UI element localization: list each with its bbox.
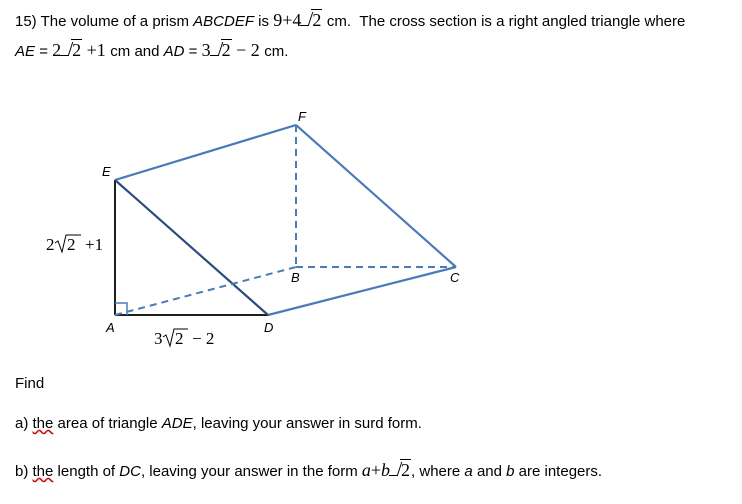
- volume-plus: +: [282, 10, 293, 30]
- part-b-the: the: [32, 463, 54, 480]
- vertex-label-f: F: [298, 109, 306, 124]
- vertex-label-a: A: [106, 320, 115, 335]
- part-a-text-after: , leaving your answer in surd form.: [192, 415, 422, 432]
- part-b-marker: b): [15, 463, 29, 480]
- edge-ab-hidden: [115, 267, 296, 315]
- form-plus: +: [370, 460, 382, 480]
- vertex-label-c: C: [450, 270, 460, 285]
- part-b: [15, 460, 602, 482]
- edge-fc: [296, 125, 456, 267]
- ae-side-rest: +1: [85, 235, 104, 254]
- volume-unit: cm.: [326, 13, 352, 30]
- ad-side-label: [154, 329, 214, 348]
- volume-coefficient: 4: [292, 10, 302, 30]
- part-a-marker: a): [15, 415, 29, 432]
- var-b: b: [506, 463, 515, 480]
- question-number: 15): [15, 13, 37, 30]
- part-a: [15, 414, 422, 434]
- form-expression: [362, 460, 411, 480]
- edge-ef: [115, 125, 296, 180]
- part-b-text-mid: , leaving your answer in the form: [140, 463, 358, 480]
- vertex-label-b: B: [291, 270, 300, 285]
- edge-ed: [115, 180, 268, 315]
- part-a-the: the: [32, 415, 54, 432]
- ae-coefficient: 2: [52, 40, 62, 60]
- ae-side-label: [46, 235, 103, 254]
- ad-unit: cm.: [264, 43, 289, 60]
- equals-sign-2: =: [188, 43, 198, 60]
- is-text: is: [258, 13, 270, 30]
- ad-side-coefficient: 3: [154, 329, 163, 348]
- part-a-text: area of triangle: [57, 415, 158, 432]
- ad-side-rest: − 2: [192, 329, 215, 348]
- find-heading: Find: [15, 375, 45, 392]
- ae-label: AE: [15, 43, 36, 60]
- triangle-name: ADE: [161, 415, 193, 432]
- prism-name: ABCDEF: [193, 13, 254, 30]
- vertex-label-e: E: [102, 164, 111, 179]
- ad-side-radicand: 2: [175, 329, 184, 348]
- volume-radicand: 2: [312, 10, 322, 30]
- var-a: a: [464, 463, 473, 480]
- ae-radicand: 2: [72, 40, 82, 60]
- ad-label: AD: [163, 43, 185, 60]
- form-b: b: [381, 460, 391, 480]
- question-intro: The volume of a prism: [40, 13, 189, 30]
- equals-sign-1: =: [39, 43, 48, 60]
- volume-constant: 9: [273, 10, 283, 30]
- vertex-label-d: D: [264, 320, 274, 335]
- and-word: and: [476, 463, 502, 480]
- cross-section-text: The cross section is a right angled triangle where: [359, 13, 686, 30]
- part-b-text: length of: [57, 463, 116, 480]
- ad-coefficient: 3: [201, 40, 211, 60]
- form-a: a: [361, 460, 371, 480]
- part-b-where: , where: [411, 463, 461, 480]
- ae-side-coefficient: 2: [46, 235, 55, 254]
- form-sqrt: [390, 460, 411, 480]
- segment-name: DC: [119, 463, 141, 480]
- ae-unit: cm and: [110, 43, 160, 60]
- ae-plus-one: +1: [86, 40, 106, 60]
- form-radicand: 2: [401, 460, 411, 480]
- ad-radicand: 2: [221, 40, 231, 60]
- ad-minus-two: − 2: [236, 40, 260, 60]
- ae-side-radicand: 2: [67, 235, 76, 254]
- part-b-end: are integers.: [518, 463, 603, 480]
